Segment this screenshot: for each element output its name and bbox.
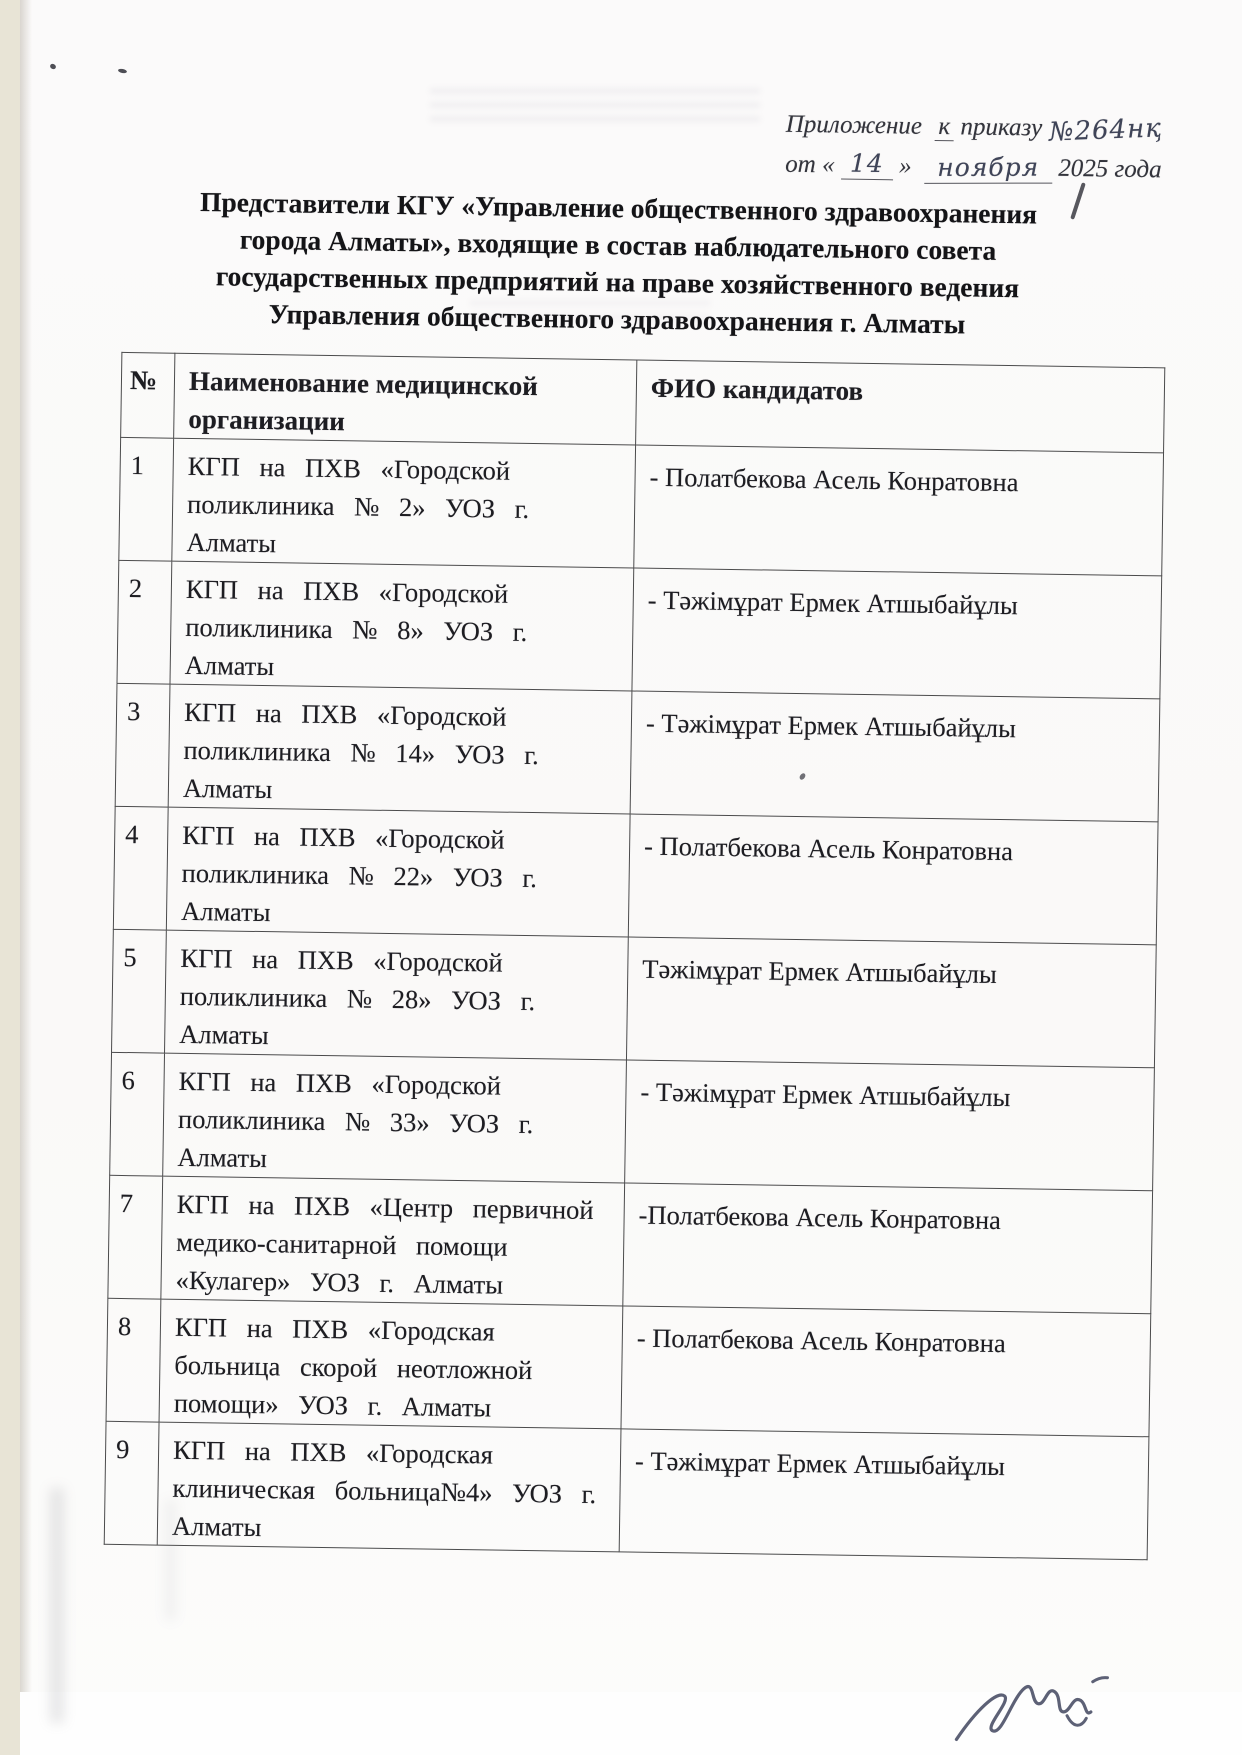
- signature-icon: [945, 1646, 1122, 1755]
- organization-name: КГП на ПХВ «Городской поликлиника № 2» УОЗ г. Алматы: [172, 438, 636, 568]
- organization-name: КГП на ПХВ «Городской поликлиника № 14» УОЗ г. Алматы: [168, 684, 632, 814]
- title-line-3: государственных предприятий на праве хозяйственного ведения: [215, 260, 1020, 304]
- table-row: [115, 683, 1160, 821]
- candidate-name: - Тәжімұрат Ермек Атшыбайұлы: [630, 691, 1160, 822]
- title-line-4: Управления общественного здравоохранения г. Алматы: [268, 298, 966, 340]
- date-day-handwritten: 14: [841, 149, 893, 181]
- candidate-name: - Тәжімұрат Ермек Атшыбайұлы: [632, 568, 1162, 699]
- date-close-quote: »: [898, 152, 912, 180]
- candidate-name: Тәжімұрат Ермек Атшыбайұлы: [626, 937, 1156, 1068]
- date-month-handwritten: ноября: [924, 153, 1052, 184]
- row-number: 6: [110, 1052, 165, 1176]
- order-number-handwritten: №264нқ: [1048, 113, 1163, 148]
- table-row: [112, 929, 1157, 1067]
- scan-smudge: [166, 1500, 175, 1620]
- table-row: [119, 437, 1164, 575]
- column-header-fio: ФИО кандидатов: [636, 360, 1165, 453]
- candidate-name: - Полатбекова Асель Конратовна: [628, 814, 1158, 945]
- table-row: [106, 1298, 1151, 1436]
- column-header-organization: Наименование медицинской организации: [174, 353, 637, 445]
- scan-smudge: [50, 1488, 64, 1723]
- organization-name: КГП на ПХВ «Городская клиническая больница№4» УОЗ г. Алматы: [157, 1422, 621, 1552]
- column-header-number: №: [121, 352, 175, 438]
- candidate-name: - Полатбекова Асель Конратовна: [621, 1306, 1151, 1437]
- row-number: 7: [108, 1175, 163, 1299]
- row-number: 3: [115, 683, 170, 807]
- row-number: 8: [106, 1298, 161, 1422]
- organization-name: КГП на ПХВ «Центр первичной медико-санитарной помощи «Кулагер» УОЗ г. Алматы: [161, 1176, 625, 1306]
- title-line-2: города Алматы», входящие в состав наблюдательного совета: [239, 223, 997, 266]
- row-number: 5: [112, 929, 167, 1053]
- appendix-note: [785, 104, 1163, 191]
- table-row: [117, 560, 1162, 698]
- organization-name: КГП на ПХВ «Городская больница скорой неотложной помощи» УОЗ г. Алматы: [159, 1299, 623, 1429]
- candidate-name: - Тәжімұрат Ермек Атшыбайұлы: [619, 1429, 1149, 1560]
- appendix-k: к: [934, 113, 954, 141]
- table-row: [108, 1175, 1153, 1313]
- date-prefix: от «: [785, 150, 835, 179]
- title-line-1: Представители КГУ «Управление общественного здравоохранения: [199, 186, 1038, 230]
- candidates-table: [104, 352, 1166, 1560]
- candidate-name: - Тәжімұрат Ермек Атшыбайұлы: [625, 1060, 1155, 1191]
- appendix-label: Приложение: [785, 110, 923, 140]
- candidate-name: -Полатбекова Асель Конратовна: [623, 1183, 1153, 1314]
- table-row: [104, 1421, 1149, 1559]
- appendix-line-1: [786, 104, 1163, 151]
- table-row: [113, 806, 1158, 944]
- appendix-line-2: [785, 145, 1162, 191]
- row-number: 9: [104, 1421, 159, 1545]
- candidate-name: - Полатбекова Асель Конратовна: [634, 445, 1164, 576]
- organization-name: КГП на ПХВ «Городской поликлиника № 22» УОЗ г. Алматы: [166, 807, 630, 937]
- organization-name: КГП на ПХВ «Городской поликлиника № 28» УОЗ г. Алматы: [165, 930, 629, 1060]
- table-header-row: [121, 352, 1165, 452]
- appendix-to-order: приказу: [960, 113, 1043, 142]
- row-number: 4: [113, 806, 168, 930]
- table-row: [110, 1052, 1155, 1190]
- document-title: [137, 182, 1099, 344]
- date-year: 2025 года: [1058, 154, 1162, 184]
- organization-name: КГП на ПХВ «Городской поликлиника № 8» УОЗ г. Алматы: [170, 561, 634, 691]
- row-number: 1: [119, 437, 174, 561]
- organization-name: КГП на ПХВ «Городской поликлиника № 33» УОЗ г. Алматы: [163, 1053, 627, 1183]
- row-number: 2: [117, 560, 172, 684]
